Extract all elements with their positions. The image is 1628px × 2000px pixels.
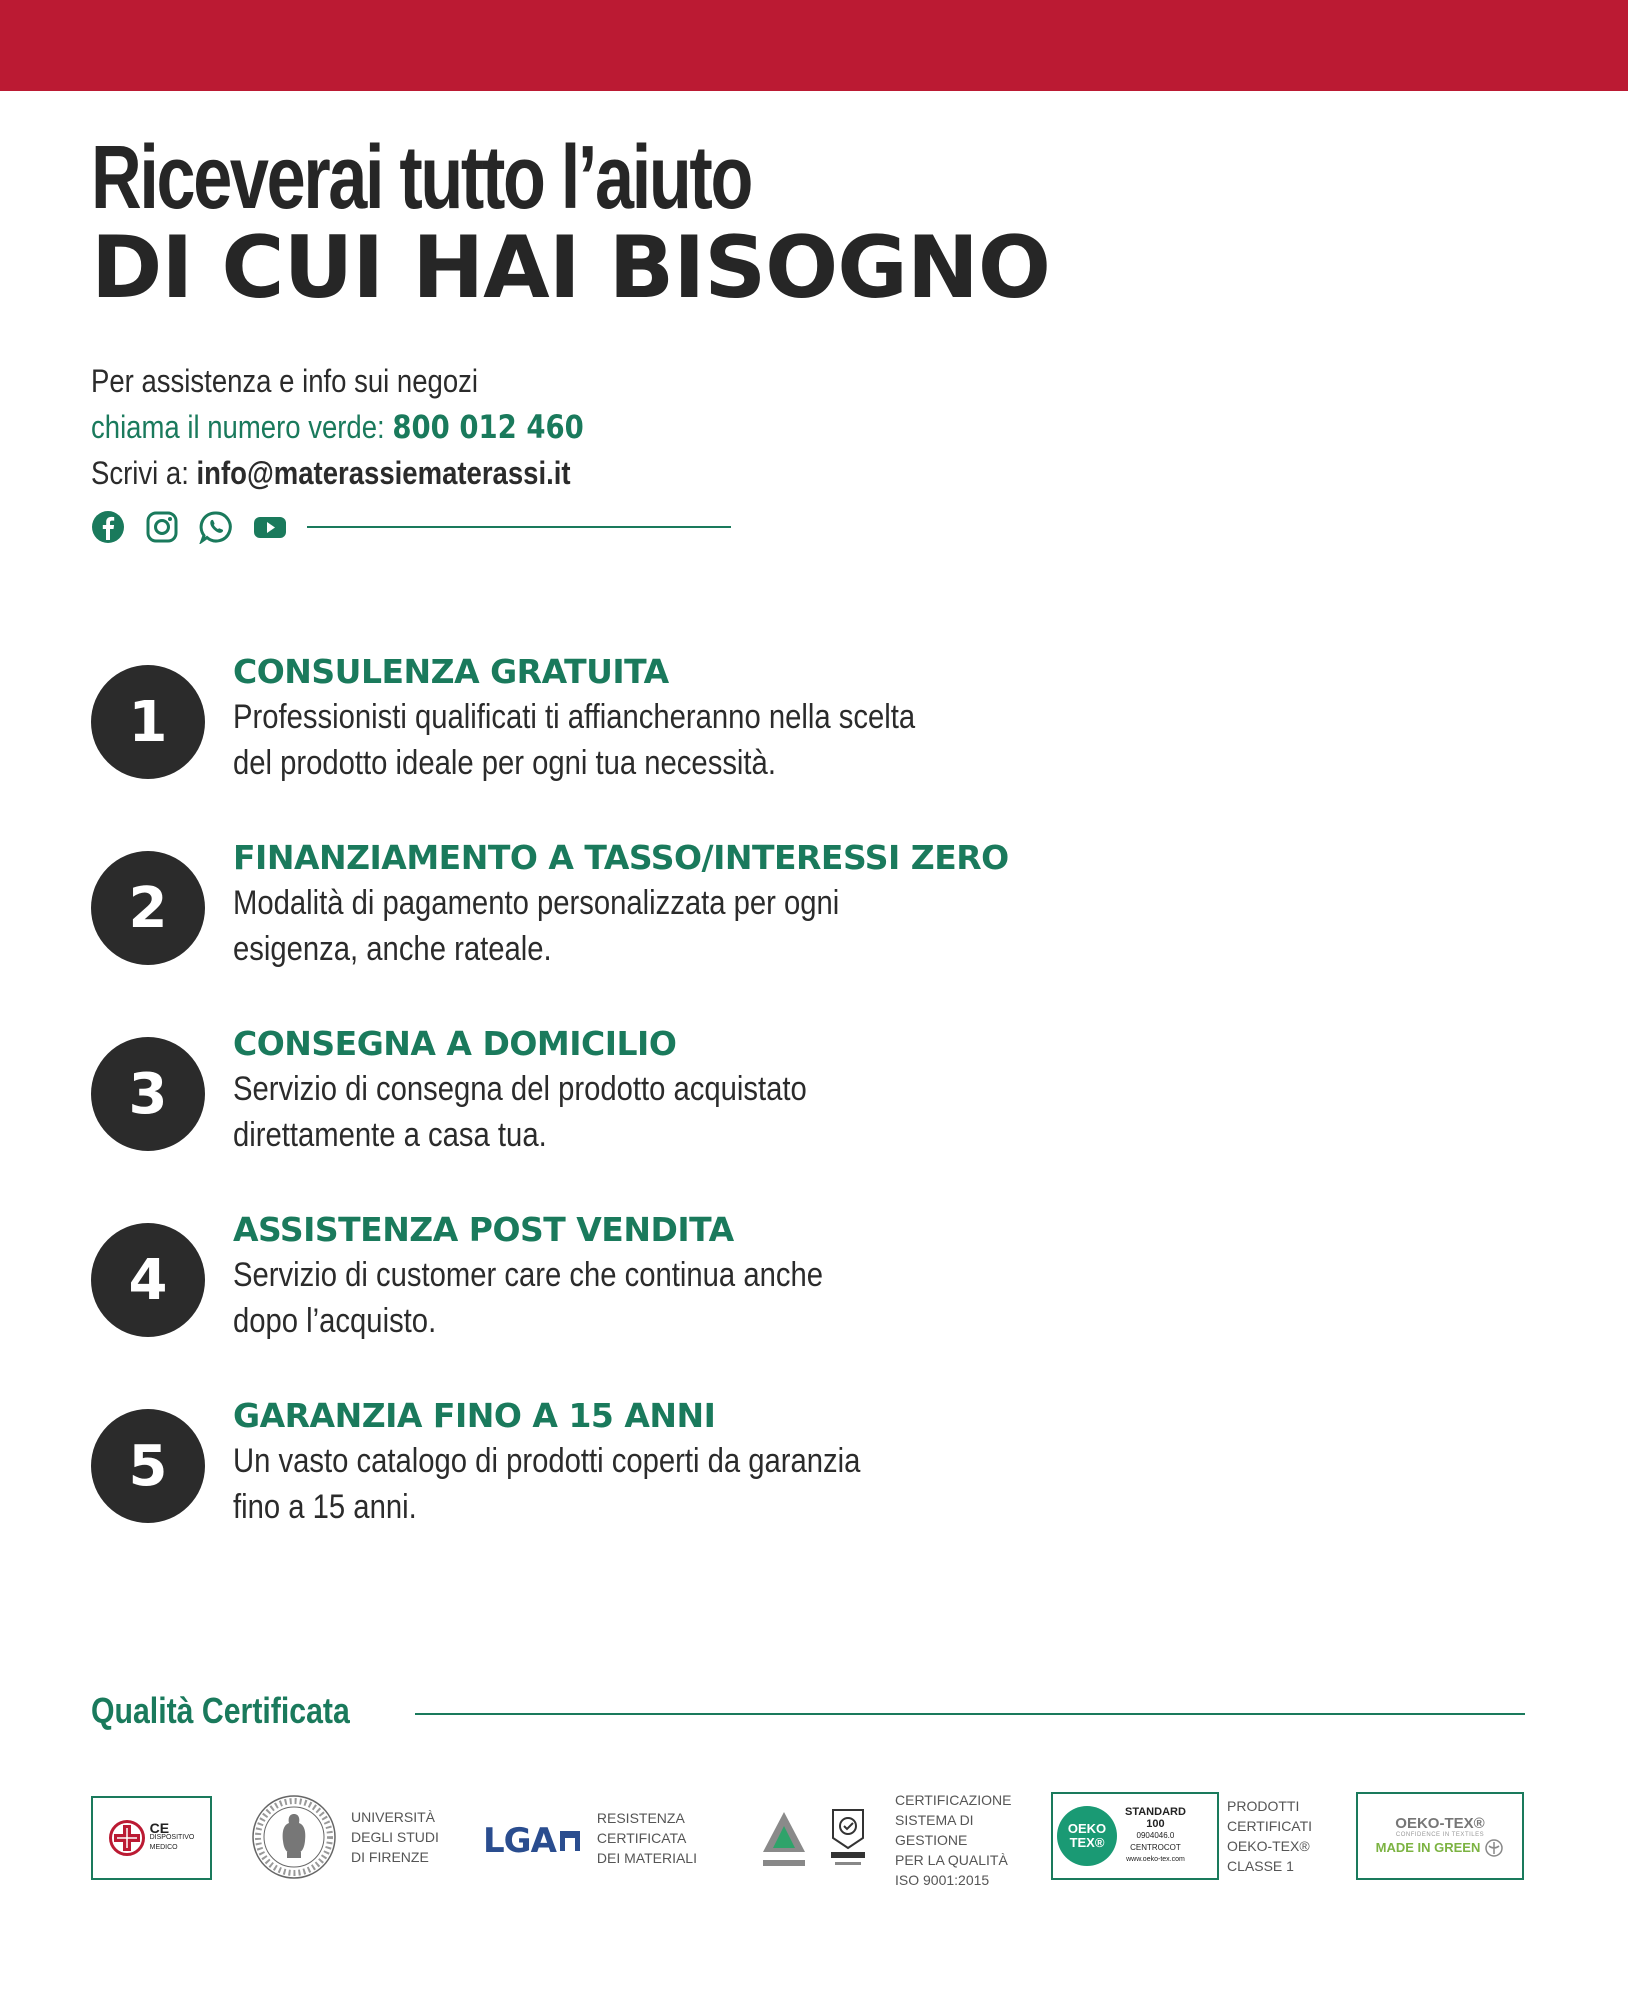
- lga-caption-line2: CERTIFICATA: [596, 1830, 687, 1846]
- oeko-caption-line4: CLASSE 1: [1227, 1858, 1294, 1874]
- mig-line2: CONFIDENCE IN TEXTILES: [1395, 1831, 1485, 1838]
- iso-9001-certification: [759, 1790, 1011, 1890]
- feature-description-line1: Servizio di consegna del prodotto acquistato: [233, 1070, 807, 1108]
- contact-email-row: [91, 450, 584, 496]
- feature-title: FINANZIAMENTO A TASSO/INTERESSI ZERO: [233, 838, 1009, 877]
- quality-divider: [415, 1713, 1525, 1715]
- lga-caption-line1: RESISTENZA: [596, 1810, 685, 1826]
- step-number-badge: 3: [91, 1037, 205, 1151]
- oeko-standard-line1: STANDARD: [1125, 1806, 1186, 1818]
- ce-medical-device-logo: [91, 1796, 212, 1880]
- made-in-green-logo: [1356, 1792, 1524, 1880]
- hero-title-line1: Riceverai tutto l’aiuto: [91, 128, 752, 228]
- university-caption-line2: DEGLI STUDI: [351, 1829, 439, 1845]
- feature-description-line2: dopo l’acquisto.: [233, 1302, 437, 1340]
- step-number-badge: 1: [91, 665, 205, 779]
- instagram-icon[interactable]: [145, 510, 179, 544]
- oeko-tex-standard-100: [1051, 1792, 1312, 1880]
- email-label: Scrivi a:: [91, 455, 197, 491]
- quality-title: Qualità Certificata: [91, 1690, 350, 1731]
- oeko-caption: [1227, 1796, 1312, 1876]
- oeko-caption-line3: OEKO-TEX®: [1227, 1838, 1310, 1854]
- step-number-badge: 4: [91, 1223, 205, 1337]
- mig-line3: MADE IN GREEN: [1375, 1840, 1481, 1855]
- medical-cross-icon: [109, 1820, 145, 1856]
- university-caption: [351, 1807, 439, 1867]
- contact-phone-row: [91, 404, 584, 450]
- feature-text: [233, 836, 1133, 972]
- iso-caption-line5: ISO 9001:2015: [895, 1872, 990, 1888]
- iso-caption-line4: PER LA QUALITÀ: [895, 1852, 1008, 1868]
- quality-section-header: [91, 1690, 411, 1732]
- feature-description-line1: Professionisti qualificati ti affiancheranno nella scelta: [233, 698, 916, 736]
- lga-wordmark: LGA: [483, 1821, 556, 1861]
- iso-caption-line1: CERTIFICAZIONE: [895, 1792, 1012, 1808]
- ce-caption-line1: DISPOSITIVO: [149, 1834, 195, 1841]
- ce-mark-text: CE: [149, 1820, 170, 1836]
- feature-description-line2: esigenza, anche rateale.: [233, 930, 552, 968]
- university-florence-logo: [251, 1794, 439, 1880]
- phone-number-link[interactable]: 800 012 460: [392, 408, 584, 446]
- leaf-icon: [1484, 1838, 1504, 1858]
- oeko-badge-line1: OEKO: [1067, 1821, 1107, 1836]
- university-caption-line1: UNIVERSITÀ: [351, 1809, 436, 1825]
- lga-caption-line3: DEI MATERIALI: [596, 1850, 697, 1866]
- feature-description-line1: Un vasto catalogo di prodotti coperti da garanzia: [233, 1442, 861, 1480]
- whatsapp-icon[interactable]: [199, 510, 233, 544]
- iso-caption-line3: GESTIONE: [895, 1832, 968, 1848]
- feature-description-line2: direttamente a casa tua.: [233, 1116, 547, 1154]
- youtube-icon[interactable]: [253, 510, 287, 544]
- feature-title: ASSISTENZA POST VENDITA: [233, 1210, 734, 1249]
- oeko-standard-line4: CENTROCOT: [1130, 1843, 1181, 1852]
- lga-logo: [483, 1810, 697, 1868]
- feature-description-line1: Servizio di customer care che continua anche: [233, 1256, 823, 1294]
- feature-title: GARANZIA FINO A 15 ANNI: [233, 1396, 716, 1435]
- oeko-caption-line1: PRODOTTI: [1227, 1798, 1300, 1814]
- step-number-badge: 5: [91, 1409, 205, 1523]
- facebook-icon[interactable]: [91, 510, 125, 544]
- oeko-standard-url: www.oeko-tex.com: [1126, 1856, 1185, 1863]
- contact-intro: Per assistenza e info sui negozi: [91, 363, 479, 399]
- oeko-badge-line2: TEX®: [1069, 1835, 1105, 1850]
- feature-title: CONSULENZA GRATUITA: [233, 652, 669, 691]
- university-caption-line3: DI FIRENZE: [351, 1849, 429, 1865]
- iso-caption: [895, 1790, 1011, 1890]
- feature-description-line1: Modalità di pagamento personalizzata per ogni: [233, 884, 840, 922]
- mig-line1: OEKO-TEX®: [1395, 1814, 1485, 1832]
- oeko-tex-label: [1051, 1792, 1219, 1880]
- certifications-row: [91, 1790, 1531, 1890]
- oeko-standard-line3: 0904046.0: [1136, 1831, 1175, 1840]
- oeko-standard-line2: 100: [1146, 1818, 1165, 1830]
- feature-description-line2: del prodotto ideale per ogni tua necessità.: [233, 744, 776, 782]
- feature-text: [233, 650, 1133, 786]
- social-links: [91, 510, 731, 544]
- act-logo-icon: [759, 1808, 809, 1872]
- feature-title: CONSEGNA A DOMICILIO: [233, 1024, 677, 1063]
- feature-text: [233, 1208, 1133, 1344]
- iso-caption-line2: SISTEMA DI: [895, 1812, 974, 1828]
- phone-label: chiama il numero verde:: [91, 409, 393, 445]
- step-number-badge: 2: [91, 851, 205, 965]
- university-seal-icon: [251, 1794, 337, 1880]
- divider-line: [307, 526, 731, 528]
- oeko-tex-badge: [1057, 1806, 1117, 1866]
- contact-block: [91, 358, 664, 496]
- feature-text: [233, 1394, 1133, 1530]
- ukas-logo-icon: [823, 1806, 873, 1874]
- hero-title-line2: DI CUI HAI BISOGNO: [91, 218, 1050, 318]
- oeko-caption-line2: CERTIFICATI: [1227, 1818, 1313, 1834]
- feature-description-line2: fino a 15 anni.: [233, 1488, 417, 1526]
- hero-heading: [91, 128, 1050, 316]
- feature-text: [233, 1022, 1133, 1158]
- lga-mark-icon: [559, 1830, 581, 1852]
- top-banner: [0, 0, 1628, 91]
- email-link[interactable]: info@materassiematerassi.it: [196, 455, 571, 491]
- ce-caption-line2: MEDICO: [149, 1844, 178, 1851]
- lga-caption: [597, 1808, 697, 1868]
